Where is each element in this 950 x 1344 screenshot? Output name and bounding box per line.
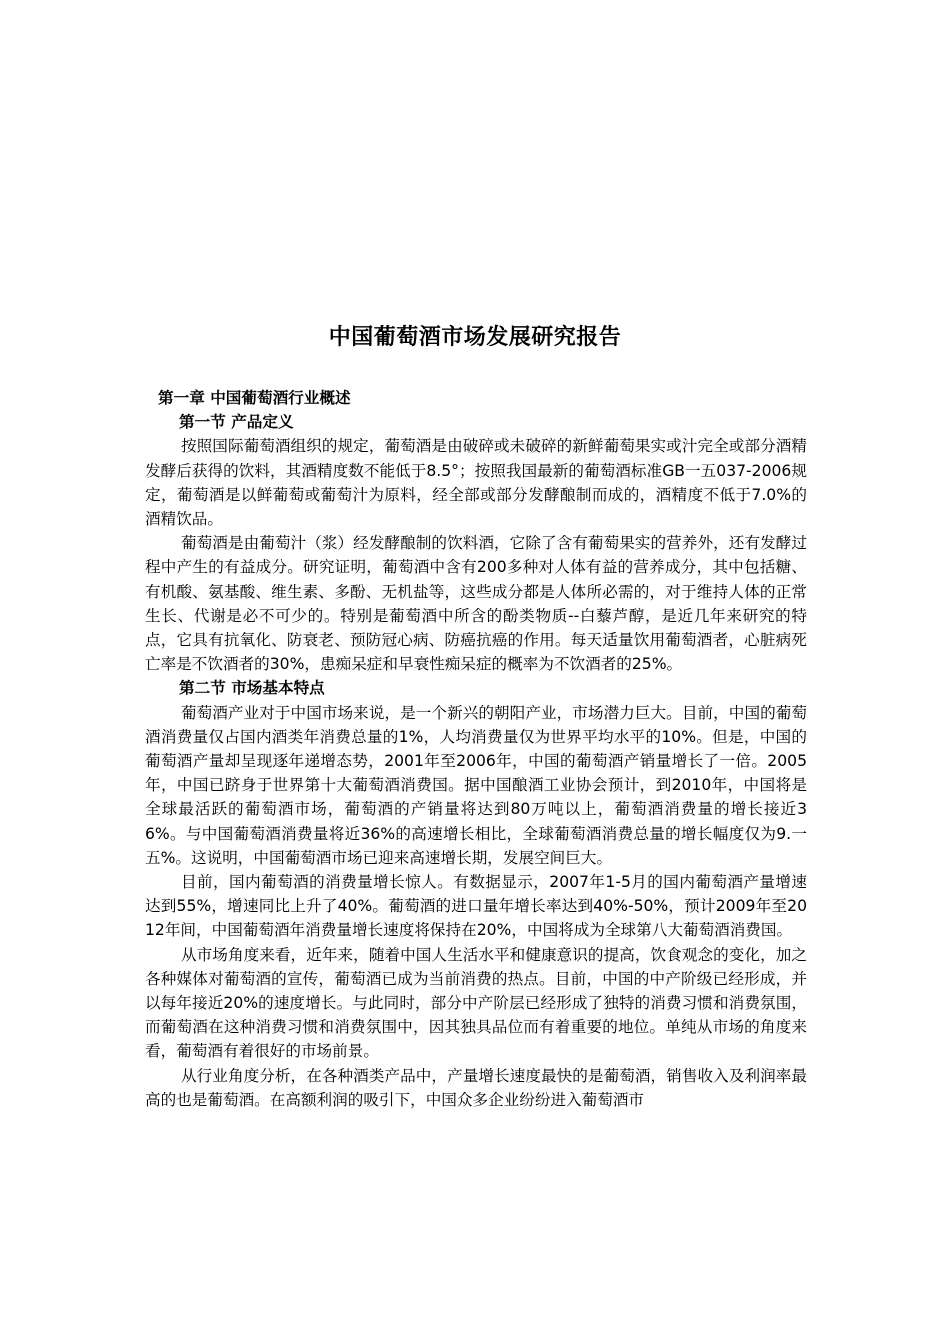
document-title: 中国葡萄酒市场发展研究报告 [328, 325, 622, 350]
section-heading-market-features: 第二节 市场基本特点 [179, 679, 325, 698]
paragraph: 葡萄酒产业对于中国市场来说，是一个新兴的朝阳产业，市场潜力巨大。目前，中国的葡萄酒消费量仅占国内酒类年消费总量的1%，人均消费量仅为世界平均水平的10%。但是，中国的葡萄酒产量却呈现逐年递增态势，2001年至2006年，中国的葡萄酒产销量增长了一倍。2005年，中国已跻身于世界第十大葡萄酒消费国。据中国酿酒工业协会预计，到2010年，中国将是全球最活跃的葡萄酒市场，葡萄酒的产销量将达到80万吨以上，葡萄酒消费量的增长接近36%。与中国葡萄酒消费量将近36%的高速增长相比，全球葡萄酒消费总量的增长幅度仅为9.一五%。这说明，中国葡萄酒市场已迎来高速增长期，发展空间巨大。 [145, 703, 807, 867]
section-heading-product-definition: 第一节 产品定义 [179, 413, 294, 432]
paragraph: 按照国际葡萄酒组织的规定，葡萄酒是由破碎或未破碎的新鲜葡萄果实或汁完全或部分酒精发酵后获得的饮料，其酒精度数不能低于8.5°；按照我国最新的葡萄酒标准GB一五037-2006规定，葡萄酒是以鲜葡萄或葡萄汁为原料，经全部或部分发酵酿制而成的，酒精度不低于7.0%的酒精饮品。 [145, 437, 807, 529]
paragraph: 从市场角度来看，近年来，随着中国人生活水平和健康意识的提高，饮食观念的变化，加之各种媒体对葡萄酒的宣传，葡萄酒已成为当前消费的热点。目前，中国的中产阶级已经形成，并以每年接近20%的速度增长。与此同时，部分中产阶层已经形成了独特的消费习惯和消费氛围，而葡萄酒在这种消费习惯和消费氛围中，因其独具品位而有着重要的地位。单纯从市场的角度来看，葡萄酒有着很好的市场前景。 [145, 945, 807, 1061]
paragraph: 目前，国内葡萄酒的消费量增长惊人。有数据显示，2007年1-5月的国内葡萄酒产量增速达到55%，增速同比上升了40%。葡萄酒的进口量年增长率达到40%-50%，预计2009年至2012年间，中国葡萄酒年消费量增长速度将保持在20%，中国将成为全球第八大葡萄酒消费国。 [145, 873, 807, 940]
paragraph: 从行业角度分析，在各种酒类产品中，产量增长速度最快的是葡萄酒，销售收入及利润率最高的也是葡萄酒。在高额利润的吸引下，中国众多企业纷纷进入葡萄酒市 [145, 1066, 807, 1109]
chapter-heading: 第一章 中国葡萄酒行业概述 [158, 389, 351, 407]
document-body [145, 386, 807, 1112]
paragraph: 葡萄酒是由葡萄汁（浆）经发酵酿制的饮料酒，它除了含有葡萄果实的营养外，还有发酵过程中产生的有益成分。研究证明，葡萄酒中含有200多种对人体有益的营养成分，其中包括糖、有机酸、氨基酸、维生素、多酚、无机盐等，这些成分都是人体所必需的，对于维持人体的正常生长、代谢是必不可少的。特别是葡萄酒中所含的酚类物质--白藜芦醇，是近几年来研究的特点，它具有抗氧化、防衰老、预防冠心病、防癌抗癌的作用。每天适量饮用葡萄酒者，心脏病死亡率是不饮酒者的30%，患痴呆症和早衰性痴呆症的概率为不饮酒者的25%。 [145, 534, 807, 674]
